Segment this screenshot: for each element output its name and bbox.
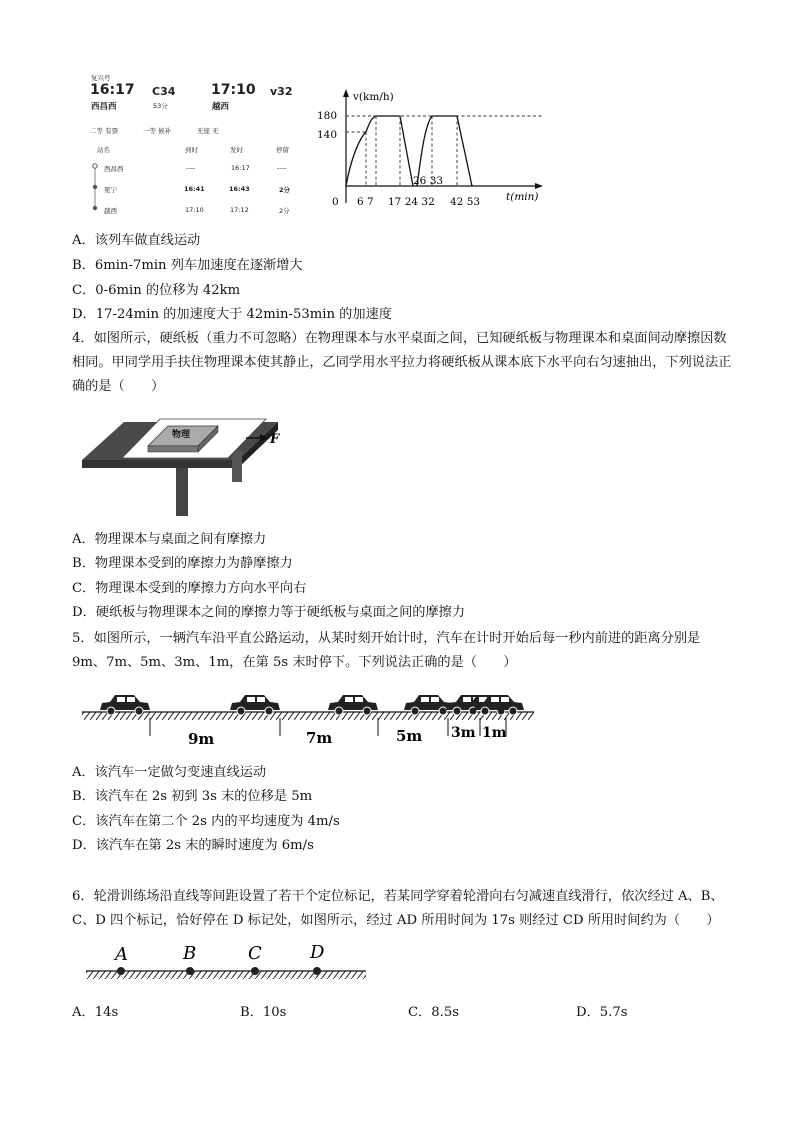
marker-c-dot <box>251 967 259 975</box>
velocity-curve-1 <box>346 116 413 186</box>
q3-option-c: C．0-6min 的位移为 42km <box>72 283 241 298</box>
y-tick-180: 180 <box>317 110 338 122</box>
segment-label: 3m <box>451 725 476 741</box>
x-ticks-high: 42 53 <box>450 196 481 208</box>
book-label: 物理 <box>172 430 191 440</box>
route-line <box>90 160 100 216</box>
arrival-station: 越西 <box>212 102 230 112</box>
q3-option-d: D．17-24min 的加速度大于 42min-53min 的加速度 <box>72 307 392 322</box>
header-arrive: 到时 <box>185 146 198 154</box>
x-ticks-gap: 26 33 <box>413 175 444 187</box>
q4-option-b: B．物理课本受到的摩擦力为静摩擦力 <box>72 556 293 571</box>
marker-a-label: A <box>115 944 128 965</box>
header-stay: 停留 <box>276 146 289 154</box>
seat-second-class: 二等 有票 <box>90 127 119 135</box>
q3-option-b: B．6min-7min 列车加速度在逐渐增大 <box>72 258 303 273</box>
header-station: 站名 <box>97 146 110 154</box>
q6-option-b: B．10s <box>240 1005 287 1020</box>
ground-hatch <box>86 971 366 979</box>
q4-table-figure <box>78 410 298 520</box>
t-axis-arrow <box>535 183 543 189</box>
q6-stem: 6．轮滑训练场沿直线等间距设置了若干个定位标记，若某同学穿着轮滑向右匀减速直线滑行，依次经过 A、B、C、D 四个标记，恰好停在 D 标记处，如图所示，经过 AD 所用时间为 17s 则经过 CD 所用时间约为（ ） <box>72 889 724 928</box>
marker-d-dot <box>313 967 321 975</box>
y-tick-140: 140 <box>317 129 338 141</box>
q6-option-d: D．5.7s <box>576 1005 628 1020</box>
version-badge: v32 <box>270 85 293 98</box>
marker-b-label: B <box>183 943 197 964</box>
segment-label: 1m <box>482 725 507 741</box>
q5-stem: 5．如图所示，一辆汽车沿平直公路运动，从某时刻开始计时，汽车在计时开始后每一秒内前进的距离分别是 9m、7m、5m、3m、1m，在第 5s 末时停下。下列说法正确的是（ ） <box>72 631 701 670</box>
x-ticks-mid: 17 24 32 <box>388 196 435 208</box>
segment-label: 7m <box>306 729 333 747</box>
train-number: C34 <box>152 85 176 98</box>
q4-option-d: D．硬纸板与物理课本之间的摩擦力等于硬纸板与桌面之间的摩擦力 <box>72 605 466 620</box>
q6-option-c: C．8.5s <box>408 1005 460 1020</box>
force-label: F <box>270 432 280 447</box>
q5-option-c: C．该汽车在第二个 2s 内的平均速度为 4m/s <box>72 814 340 829</box>
table-leg-back <box>232 450 242 482</box>
q4-stem: 4．如图所示，硬纸板（重力不可忽略）在物理课本与水平桌面之间，已知硬纸板与物理课本和桌面间动摩擦因数相同。甲同学用手扶住物理课本使其静止，乙同学用水平拉力将硬纸板从课本底下水平向右匀速抽出，下列说法正确的是（ ） <box>72 331 732 394</box>
header-depart: 发时 <box>230 146 243 154</box>
trip-duration: 53分 <box>153 102 168 110</box>
v-axis-arrow <box>343 89 349 97</box>
seat-first-class: 一等 候补 <box>143 127 172 135</box>
q3-option-a: A．该列车做直线运动 <box>72 233 201 248</box>
q5-road-figure <box>78 688 538 750</box>
marker-a-dot <box>117 967 125 975</box>
q4-option-c: C．物理课本受到的摩擦力方向水平向右 <box>72 581 307 596</box>
v-axis-label: v(km/h) <box>353 91 394 103</box>
departure-time: 16:17 <box>90 82 135 98</box>
q5-option-b: B．该汽车在 2s 初到 3s 末的位移是 5m <box>72 789 313 804</box>
q5-option-d: D．该汽车在第 2s 末的瞬时速度为 6m/s <box>72 838 314 853</box>
segment-label: 9m <box>188 730 215 748</box>
q6-option-a: A．14s <box>72 1005 119 1020</box>
seat-standing: 无座 无 <box>197 127 219 135</box>
t-axis-label: t(min) <box>506 191 539 203</box>
segment-label: 5m <box>396 727 423 745</box>
table-front-edge <box>82 460 238 468</box>
origin-label: 0 <box>332 196 339 208</box>
q4-option-a: A．物理课本与桌面之间有摩擦力 <box>72 532 267 547</box>
arrival-time: 17:10 <box>211 82 256 98</box>
table-leg-front <box>176 468 188 516</box>
departure-station: 西昌西 <box>91 102 117 112</box>
velocity-time-graph <box>310 85 560 215</box>
q6-marker-figure <box>82 938 372 986</box>
marker-c-label: C <box>248 943 262 964</box>
marker-b-dot <box>186 967 194 975</box>
q5-option-a: A．该汽车一定做匀变速直线运动 <box>72 765 267 780</box>
train-label: 复兴号 <box>91 74 111 82</box>
marker-d-label: D <box>310 942 325 963</box>
x-ticks-low: 6 7 <box>357 196 374 208</box>
